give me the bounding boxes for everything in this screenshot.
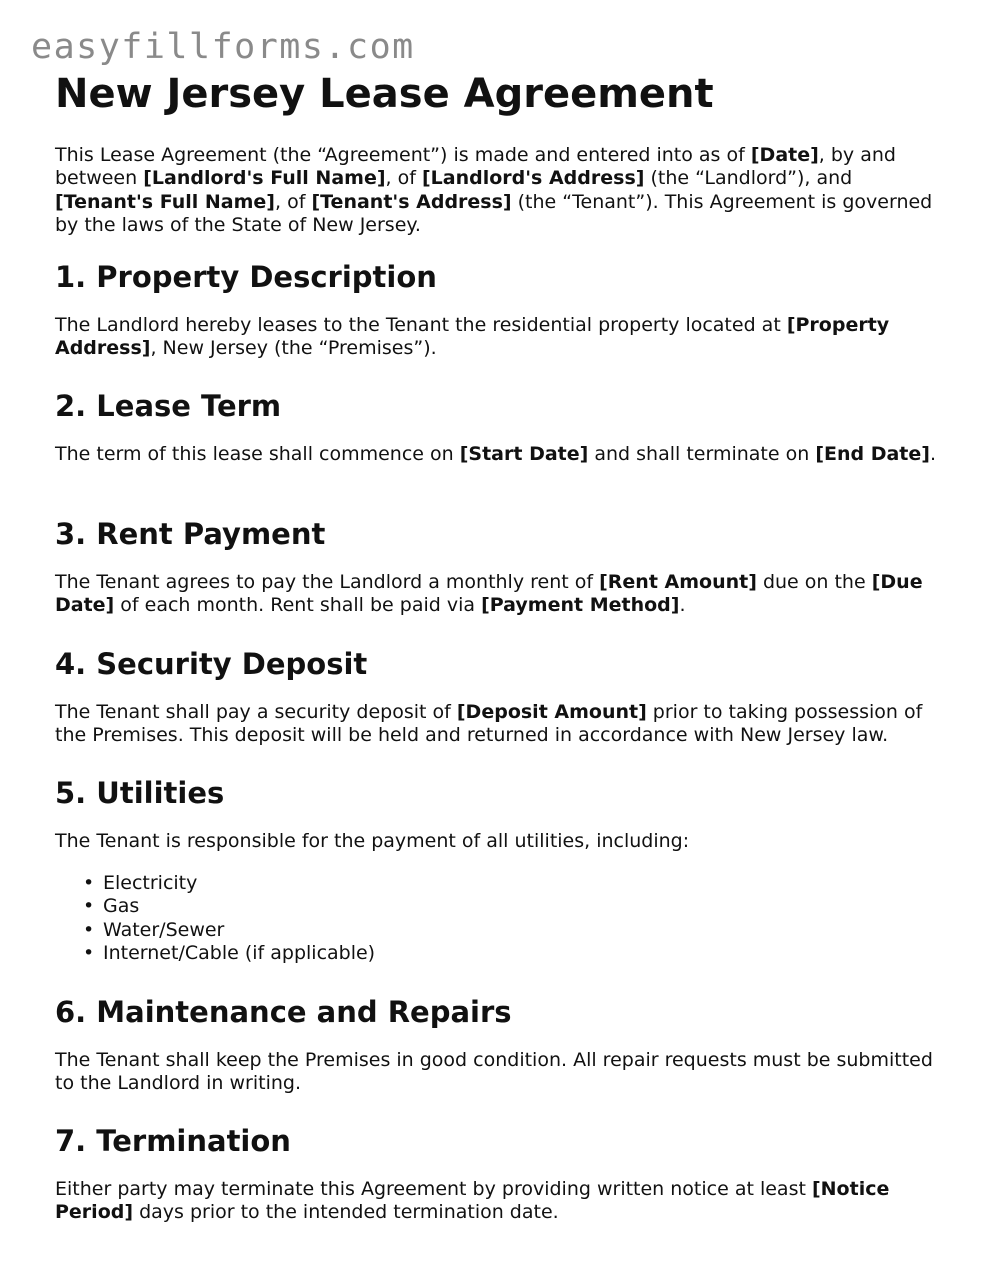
intro-text: (the “Landlord”), and <box>644 167 853 190</box>
deposit-amount-placeholder: [Deposit Amount] <box>456 701 647 723</box>
intro-text: , of <box>385 167 422 190</box>
intro-text: , of <box>275 190 312 213</box>
property-address-placeholder: [Property Address] <box>55 314 890 360</box>
section-body: The Tenant shall keep the Premises in good condition. All repair requests must be submitted to the Landlord in writing. <box>55 1049 933 1095</box>
body-text: of each month. Rent shall be paid via <box>114 594 482 617</box>
body-text: The Tenant agrees to pay the Landlord a monthly rent of <box>55 571 600 593</box>
section-body <box>55 443 945 466</box>
bullet-icon: • <box>83 918 95 941</box>
section-heading: 4. Security Deposit <box>55 647 368 681</box>
body-text: . <box>929 443 937 465</box>
list-item-text: Electricity <box>103 872 198 894</box>
body-text: Either party may terminate this Agreement by providing written notice at least <box>55 1178 812 1200</box>
watermark-text: easyfillforms.com <box>31 27 415 67</box>
start-date-placeholder: [Start Date] <box>459 443 589 465</box>
body-text: The Landlord hereby leases to the Tenant the residential property located at <box>55 314 787 336</box>
tenant-name-placeholder: [Tenant's Full Name] <box>55 190 275 213</box>
body-text: prior to taking possession of the Premises. This deposit will be held and returned in accordance with New Jersey law. <box>55 701 923 747</box>
date-placeholder: [Date] <box>750 144 819 166</box>
section-maintenance-repairs <box>55 995 945 1095</box>
body-text: due on the <box>756 571 872 593</box>
list-item-text: Water/Sewer <box>103 918 225 941</box>
body-text: The Tenant shall pay a security deposit of <box>55 701 457 723</box>
bullet-icon: • <box>83 872 95 894</box>
section-body: The Tenant is responsible for the payment of all utilities, including: <box>55 830 690 852</box>
section-heading: 2. Lease Term <box>55 389 282 423</box>
landlord-name-placeholder: [Landlord's Full Name] <box>143 167 386 190</box>
section-termination <box>55 1124 945 1224</box>
section-heading: 5. Utilities <box>55 776 225 810</box>
body-text: days prior to the intended termination date. <box>133 1201 559 1224</box>
body-text: , New Jersey (the “Premises”). <box>150 337 437 360</box>
list-item <box>55 872 375 895</box>
intro-text: This Lease Agreement (the “Agreement”) is made and entered into as of <box>55 144 751 166</box>
document-title: New Jersey Lease Agreement <box>55 71 714 117</box>
section-heading: 3. Rent Payment <box>55 517 326 551</box>
section-body <box>55 314 945 361</box>
section-body <box>55 571 945 618</box>
section-property-description <box>55 260 945 360</box>
intro-paragraph <box>55 144 940 237</box>
due-date-placeholder: [Due Date] <box>55 571 923 617</box>
section-body <box>55 701 945 748</box>
end-date-placeholder: [End Date] <box>815 443 930 465</box>
intro-text: (the “Tenant”). This Agreement is governed by the laws of the State of New Jersey. <box>55 190 933 236</box>
section-utilities <box>55 776 945 964</box>
list-item-text: Gas <box>103 895 140 918</box>
utilities-list <box>55 872 375 965</box>
list-item <box>55 942 375 965</box>
list-item-text: Internet/Cable (if applicable) <box>103 941 376 964</box>
body-text: The term of this lease shall commence on <box>55 443 460 465</box>
payment-method-placeholder: [Payment Method] <box>481 594 680 617</box>
section-rent-payment <box>55 517 945 617</box>
section-body <box>55 1178 945 1225</box>
section-security-deposit <box>55 647 945 747</box>
notice-period-placeholder: [Notice Period] <box>55 1178 890 1224</box>
section-heading: 6. Maintenance and Repairs <box>55 995 512 1029</box>
rent-amount-placeholder: [Rent Amount] <box>599 571 757 593</box>
section-lease-term <box>55 389 945 465</box>
list-item <box>55 919 375 942</box>
landlord-address-placeholder: [Landlord's Address] <box>421 167 645 190</box>
tenant-address-placeholder: [Tenant's Address] <box>311 190 512 213</box>
section-heading: 1. Property Description <box>55 260 437 294</box>
body-text: and shall terminate on <box>588 443 816 465</box>
intro-text: , by and between <box>55 144 896 190</box>
section-heading: 7. Termination <box>55 1124 291 1158</box>
list-item <box>55 895 375 918</box>
bullet-icon: • <box>83 941 95 964</box>
bullet-icon: • <box>83 895 95 918</box>
body-text: . <box>679 594 686 617</box>
